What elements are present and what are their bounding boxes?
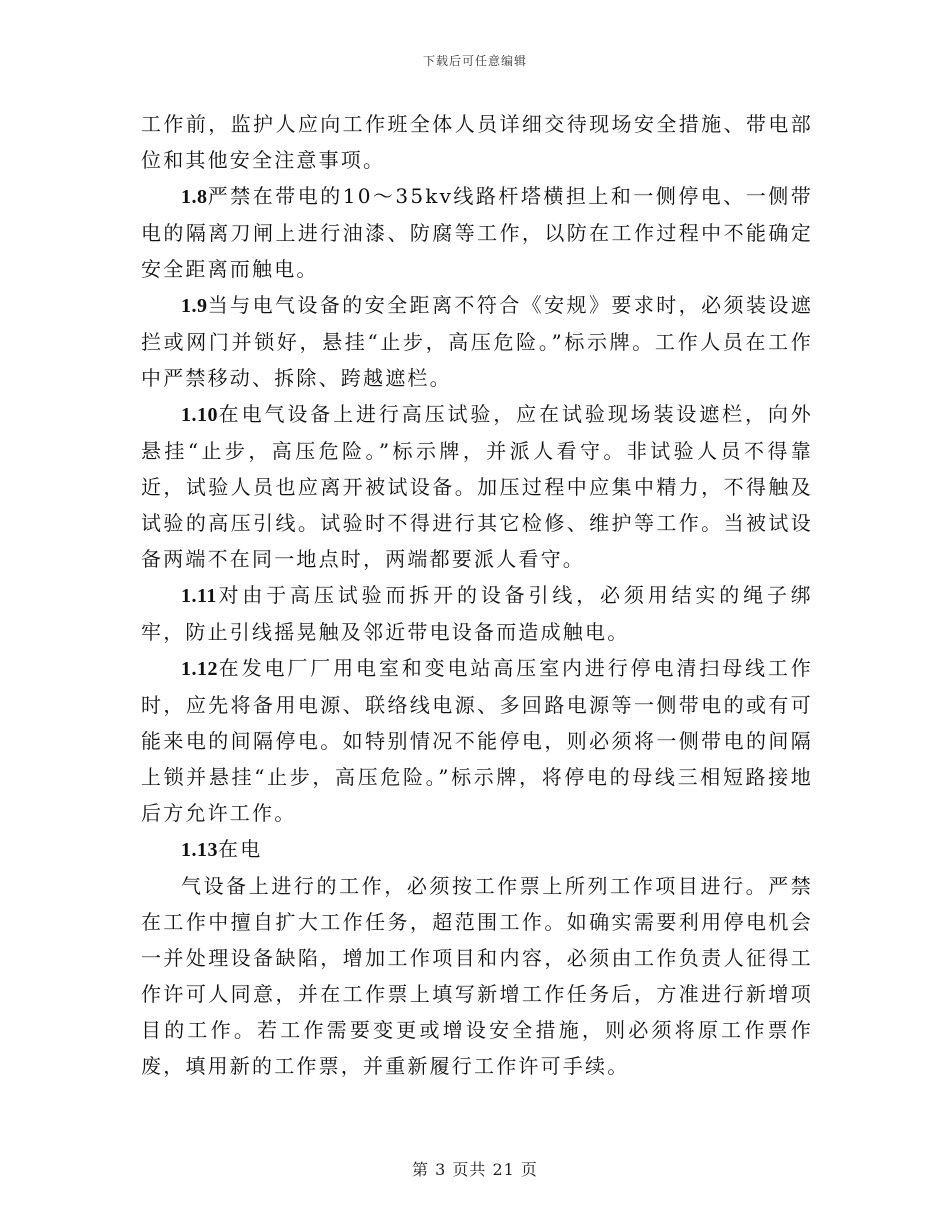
paragraph-text: 在电 bbox=[218, 837, 263, 861]
clause-number: 1.11 bbox=[181, 585, 217, 607]
paragraph-1-12 bbox=[141, 650, 813, 831]
paragraph-text: 当与电气设备的安全距离不符合《安规》要求时，必须装设遮拦或网门并锁好，悬挂“止步，高压危险。”标示牌。工作人员在工作中严禁移动、拆除、跨越遮栏。 bbox=[141, 293, 813, 390]
paragraph-1-13 bbox=[141, 831, 813, 868]
paragraph-1-13-continued bbox=[141, 868, 813, 1084]
body-text bbox=[141, 106, 813, 1084]
paragraph-text: 对由于高压试验而拆开的设备引线，必须用结实的绳子绑牢，防止引线摇晃触及邻近带电设备而造成触电。 bbox=[141, 583, 813, 644]
paragraph-1-11 bbox=[141, 577, 813, 650]
paragraph-text: 工作前，监护人应向工作班全体人员详细交待现场安全措施、带电部位和其他安全注意事项。 bbox=[141, 112, 813, 172]
paragraph-1-9 bbox=[141, 287, 813, 396]
paragraph-text: 在电气设备上进行高压试验，应在试验现场装设遮栏，向外悬挂“止步，高压危险。”标示牌，并派人看守。非试验人员不得靠近，试验人员也应离开被试设备。加压过程中应集中精力，不得触及试验的高压引线。试验时不得进行其它检修、维护等工作。当被试设备两端不在同一地点时，两端都要派人看守。 bbox=[141, 402, 813, 571]
clause-number: 1.9 bbox=[181, 295, 208, 317]
paragraph-text: 严禁在带电的10～35kv线路杆塔横担上和一侧停电、一侧带电的隔离刀闸上进行油漆、防腐等工作，以防在工作过程中不能确定安全距离而触电。 bbox=[141, 184, 813, 281]
page-number-footer: 第 3 页共 21 页 bbox=[412, 1160, 538, 1179]
header-note: 下载后可任意编辑 bbox=[422, 54, 527, 68]
paragraph-text: 在发电厂厂用电室和变电站高压室内进行停电清扫母线工作时，应先将备用电源、联络线电源、多回路电源等一侧带电的或有可能来电的间隔停电。如特别情况不能停电，则必须将一侧带电的间隔上锁并悬挂“止步，高压危险。”标示牌，将停电的母线三相短路接地后方允许工作。 bbox=[141, 656, 813, 825]
paragraph-1-8 bbox=[141, 178, 813, 287]
clause-number: 1.8 bbox=[181, 186, 208, 208]
paragraph-1-10 bbox=[141, 396, 813, 577]
clause-number: 1.10 bbox=[181, 404, 218, 426]
paragraph-continuation bbox=[141, 106, 813, 178]
clause-number: 1.13 bbox=[181, 839, 218, 861]
clause-number: 1.12 bbox=[181, 658, 218, 680]
paragraph-text: 气设备上进行的工作，必须按工作票上所列工作项目进行。严禁在工作中擅自扩大工作任务，超范围工作。如确实需要利用停电机会一并处理设备缺陷，增加工作项目和内容，必须由工作负责人征得工作许可人同意，并在工作票上填写新增工作任务后，方准进行新增项目的工作。若工作需要变更或增设安全措施，则必须将原工作票作废，填用新的工作票，并重新履行工作许可手续。 bbox=[141, 874, 813, 1078]
